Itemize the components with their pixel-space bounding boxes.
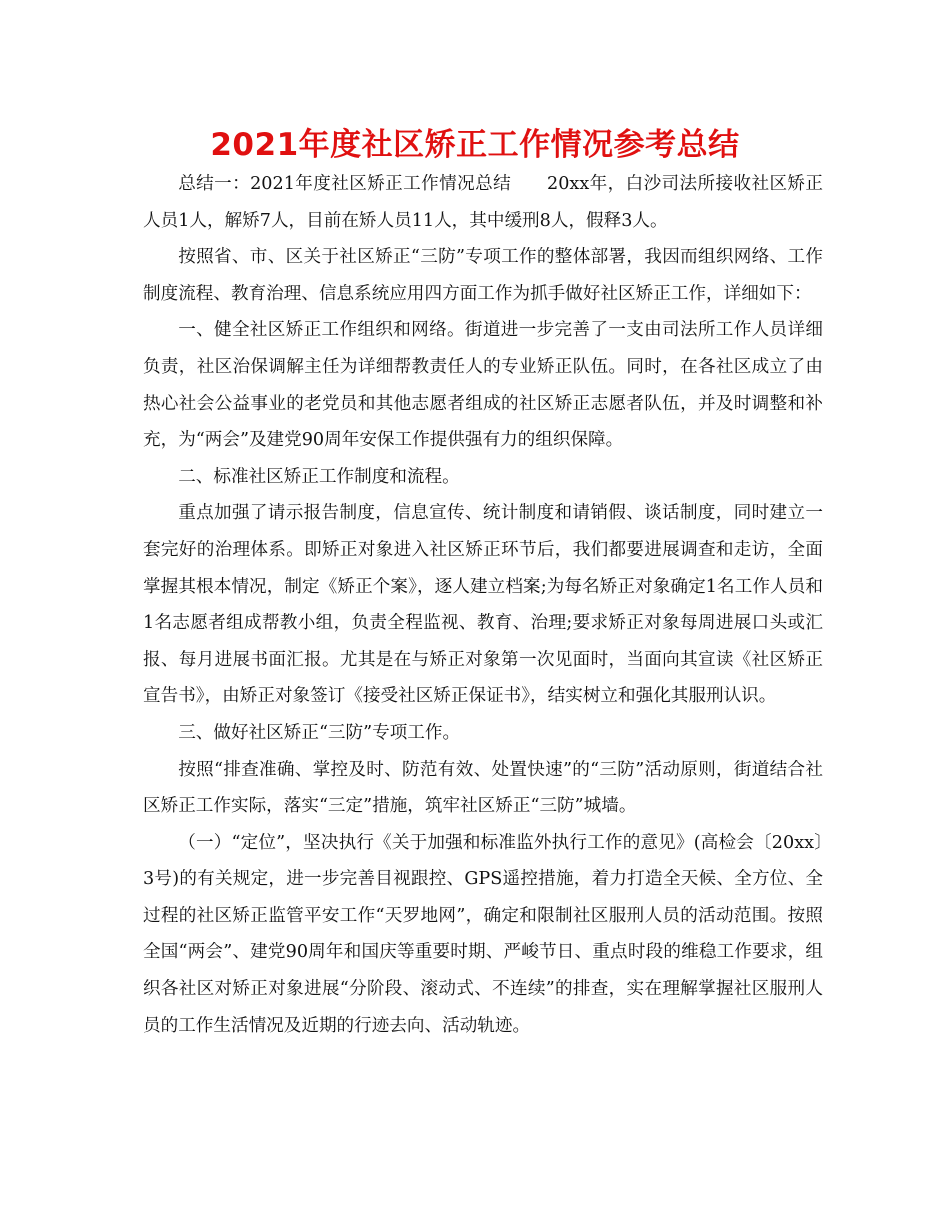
paragraph-section-two-heading: 二、标准社区矫正工作制度和流程。	[178, 466, 460, 487]
paragraph-section-one: 一、健全社区矫正工作组织和网络。街道进一步完善了一支由司法所工作人员详细负责，社区治保调解主任为详细帮教责任人的专业矫正队伍。同时，在各社区成立了由热心社会公益事业的老党员和其他志愿者组成的社区矫正志愿者队伍，并及时调整和补充，为“两会”及建党90周年安保工作提供强有力的组织保障。	[143, 320, 823, 451]
paragraph-section-three-principles: 按照“排查准确、掌控及时、防范有效、处置快速”的“三防”活动原则，街道结合社区矫正工作实际，落实“三定”措施，筑牢社区矫正“三防”城墙。	[143, 759, 823, 817]
paragraph-summary-intro: 总结一：2021年度社区矫正工作情况总结 20xx年，白沙司法所接收社区矫正人员1人，解矫7人，目前在矫人员11人，其中缓刑8人，假释3人。	[143, 174, 823, 231]
document-title: 2021年度社区矫正工作情况参考总结	[210, 127, 740, 163]
paragraph-section-two-body: 重点加强了请示报告制度，信息宣传、统计制度和请销假、谈话制度，同时建立一套完好的治理体系。即矫正对象进入社区矫正环节后，我们都要进展调查和走访，全面掌握其根本情况，制定《矫正个案》，逐人建立档案;为每名矫正对象确定1名工作人员和1名志愿者组成帮教小组，负责全程监视、教育、治理;要求矫正对象每周进展口头或汇报、每月进展书面汇报。尤其是在与矫正对象第一次见面时，当面向其宣读《社区矫正宣告书》，由矫正对象签订《接受社区矫正保证书》，结实树立和强化其服刑认识。	[143, 503, 823, 707]
paragraph-deployment: 按照省、市、区关于社区矫正“三防”专项工作的整体部署，我因而组织网络、工作制度流程、教育治理、信息系统应用四方面工作为抓手做好社区矫正工作，详细如下：	[143, 247, 823, 304]
paragraph-positioning: （一）“定位”，坚决执行《关于加强和标准监外执行工作的意见》(高检会〔20xx〕3号)的有关规定，进一步完善目视跟控、GPS遥控措施，着力打造全天候、全方位、全过程的社区矫正监管平安工作“天罗地网”，确定和限制社区服刑人员的活动范围。按照全国“两会”、建党90周年和国庆等重要时期、严峻节日、重点时段的维稳工作要求，组织各社区对矫正对象进展“分阶段、滚动式、不连续”的排查，实在理解掌握社区服刑人员的工作生活情况及近期的行迹去向、活动轨迹。	[143, 832, 823, 1036]
paragraph-section-three-heading: 三、做好社区矫正“三防”专项工作。	[178, 722, 461, 743]
document-body	[143, 166, 823, 1044]
